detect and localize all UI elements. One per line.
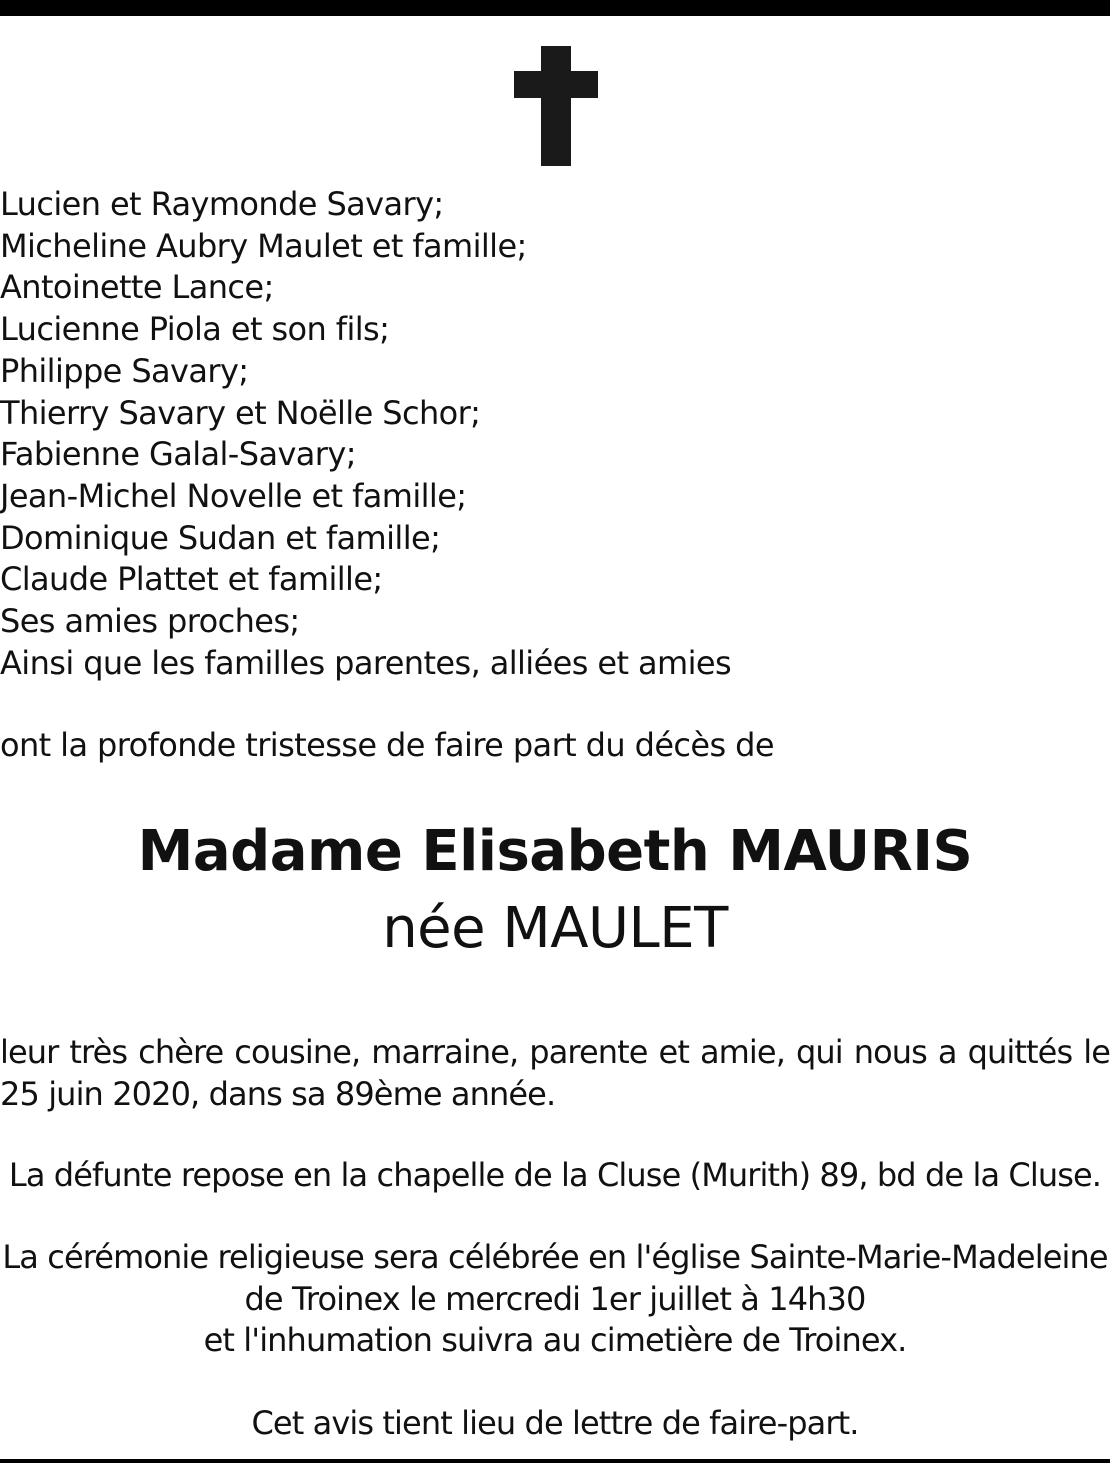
mourner-item: Ainsi que les familles parentes, alliées et amies — [0, 643, 732, 682]
mourner-item: Lucienne Piola et son fils; — [0, 310, 390, 349]
mourner-item: Dominique Sudan et famille; — [0, 518, 441, 557]
deceased-maiden-name: née MAULET — [382, 896, 728, 961]
ceremony-line: La cérémonie religieuse sera célébrée en l'église Sainte-Marie-Madeleine — [2, 1238, 1108, 1276]
closing-text: Cet avis tient lieu de lettre de faire-part. — [251, 1404, 859, 1442]
mourner-item: Lucien et Raymonde Savary; — [0, 185, 444, 223]
ceremony-paragraph — [0, 1237, 1110, 1362]
mourner-item: Jean-Michel Novelle et famille; — [0, 476, 467, 515]
ceremony-line: et l'inhumation suivra au cimetière de Troinex. — [203, 1321, 907, 1359]
relation-paragraph: leur très chère cousine, marraine, parente et amie, qui nous a quittés le 25 juin 2020, dans sa 89ème année. — [0, 1033, 1110, 1113]
mourner-item: Micheline Aubry Maulet et famille; — [0, 226, 527, 265]
cross-horizontal-bar — [514, 71, 598, 98]
mourner-item: Fabienne Galal-Savary; — [0, 435, 356, 474]
mourner-item: Antoinette Lance; — [0, 268, 274, 307]
deceased-name-block — [0, 812, 1110, 966]
announcement-text: ont la profonde tristesse de faire part du décès de — [0, 726, 774, 764]
mourner-item: Ses amies proches; — [0, 602, 300, 641]
latin-cross-icon — [514, 46, 598, 166]
mourners-list — [0, 184, 731, 684]
rest-place-text: La défunte repose en la chapelle de la Cluse (Murith) 89, bd de la Cluse. — [8, 1156, 1102, 1194]
bottom-border-rule — [0, 1459, 1110, 1463]
top-border-rule — [0, 0, 1110, 16]
mourner-item: Claude Plattet et famille; — [0, 560, 383, 599]
deceased-name: Madame Elisabeth MAURIS — [137, 819, 973, 884]
ceremony-line: de Troinex le mercredi 1er juillet à 14h30 — [244, 1279, 866, 1318]
mourner-item: Philippe Savary; — [0, 351, 249, 390]
cross-vertical-bar — [541, 46, 571, 166]
mourner-item: Thierry Savary et Noëlle Schor; — [0, 393, 481, 432]
